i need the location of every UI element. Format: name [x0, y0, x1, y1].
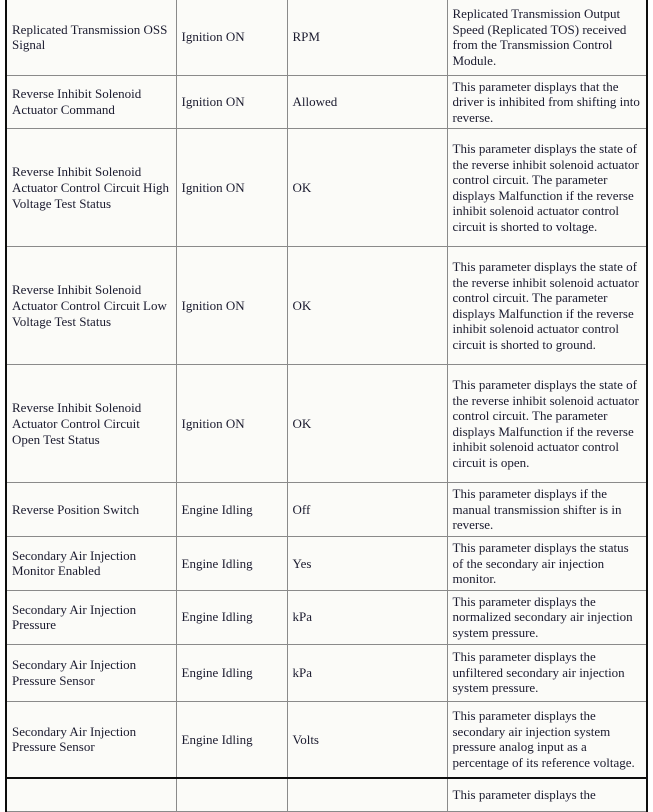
cell-parameter: Secondary Air Injection Pressure Sensor	[6, 644, 176, 701]
cell-condition: Engine Idling	[176, 483, 287, 537]
table-row	[6, 483, 647, 537]
cell-units: RPM	[287, 0, 447, 75]
cell-description: This parameter displays the secondary air injection system pressure analog input as a percentage of its reference voltage.	[447, 701, 647, 778]
cell-parameter: Secondary Air Injection Pressure	[6, 590, 176, 644]
cell-description: This parameter displays the status of the secondary air injection monitor.	[447, 537, 647, 591]
cell-condition: Engine Idling	[176, 701, 287, 778]
cell-description: This parameter displays the state of the reverse inhibit solenoid actuator control circuit. The parameter displays Malfunction if the reverse inhibit solenoid actuator control circuit is open.	[447, 365, 647, 483]
table-row	[6, 644, 647, 701]
cell-parameter: Secondary Air Injection Monitor Enabled	[6, 537, 176, 591]
cell-condition	[176, 778, 287, 812]
cell-condition: Ignition ON	[176, 365, 287, 483]
cell-condition: Ignition ON	[176, 129, 287, 247]
cell-condition: Ignition ON	[176, 247, 287, 365]
cell-units: kPa	[287, 590, 447, 644]
scan-tool-parameter-table	[5, 0, 648, 812]
cell-parameter: Reverse Inhibit Solenoid Actuator Control Circuit High Voltage Test Status	[6, 129, 176, 247]
table-row	[6, 75, 647, 129]
cell-parameter: Reverse Inhibit Solenoid Actuator Control Circuit Open Test Status	[6, 365, 176, 483]
cell-condition: Ignition ON	[176, 0, 287, 75]
table-row	[6, 701, 647, 778]
cell-units: Off	[287, 483, 447, 537]
cell-units: kPa	[287, 644, 447, 701]
cell-units	[287, 778, 447, 812]
table-row	[6, 537, 647, 591]
cell-description: This parameter displays that the driver is inhibited from shifting into reverse.	[447, 75, 647, 129]
table-row	[6, 129, 647, 247]
table-row	[6, 0, 647, 75]
table-body	[6, 0, 647, 812]
cell-description: This parameter displays the normalized secondary air injection system pressure.	[447, 590, 647, 644]
cell-units: OK	[287, 365, 447, 483]
table-row-clipped	[6, 778, 647, 812]
cell-description: This parameter displays the	[447, 778, 647, 812]
cell-description: This parameter displays the state of the reverse inhibit solenoid actuator control circuit. The parameter displays Malfunction if the reverse inhibit solenoid actuator control circuit is shorted to ground.	[447, 247, 647, 365]
cell-parameter: Reverse Position Switch	[6, 483, 176, 537]
cell-units: Volts	[287, 701, 447, 778]
cell-units: OK	[287, 247, 447, 365]
table-row	[6, 590, 647, 644]
table-row	[6, 247, 647, 365]
cell-parameter: Reverse Inhibit Solenoid Actuator Command	[6, 75, 176, 129]
cell-description: This parameter displays the unfiltered secondary air injection system pressure.	[447, 644, 647, 701]
cell-condition: Engine Idling	[176, 537, 287, 591]
cell-description: This parameter displays if the manual transmission shifter is in reverse.	[447, 483, 647, 537]
cell-parameter	[6, 778, 176, 812]
cell-units: OK	[287, 129, 447, 247]
cell-description: Replicated Transmission Output Speed (Replicated TOS) received from the Transmission Control Module.	[447, 0, 647, 75]
cell-units: Yes	[287, 537, 447, 591]
cell-condition: Ignition ON	[176, 75, 287, 129]
cell-parameter: Reverse Inhibit Solenoid Actuator Control Circuit Low Voltage Test Status	[6, 247, 176, 365]
cell-condition: Engine Idling	[176, 644, 287, 701]
cell-description: This parameter displays the state of the reverse inhibit solenoid actuator control circuit. The parameter displays Malfunction if the reverse inhibit solenoid actuator control circuit is shorted to voltage.	[447, 129, 647, 247]
cell-condition: Engine Idling	[176, 590, 287, 644]
cell-units: Allowed	[287, 75, 447, 129]
cell-parameter: Replicated Transmission OSS Signal	[6, 0, 176, 75]
cell-parameter: Secondary Air Injection Pressure Sensor	[6, 701, 176, 778]
table-row	[6, 365, 647, 483]
